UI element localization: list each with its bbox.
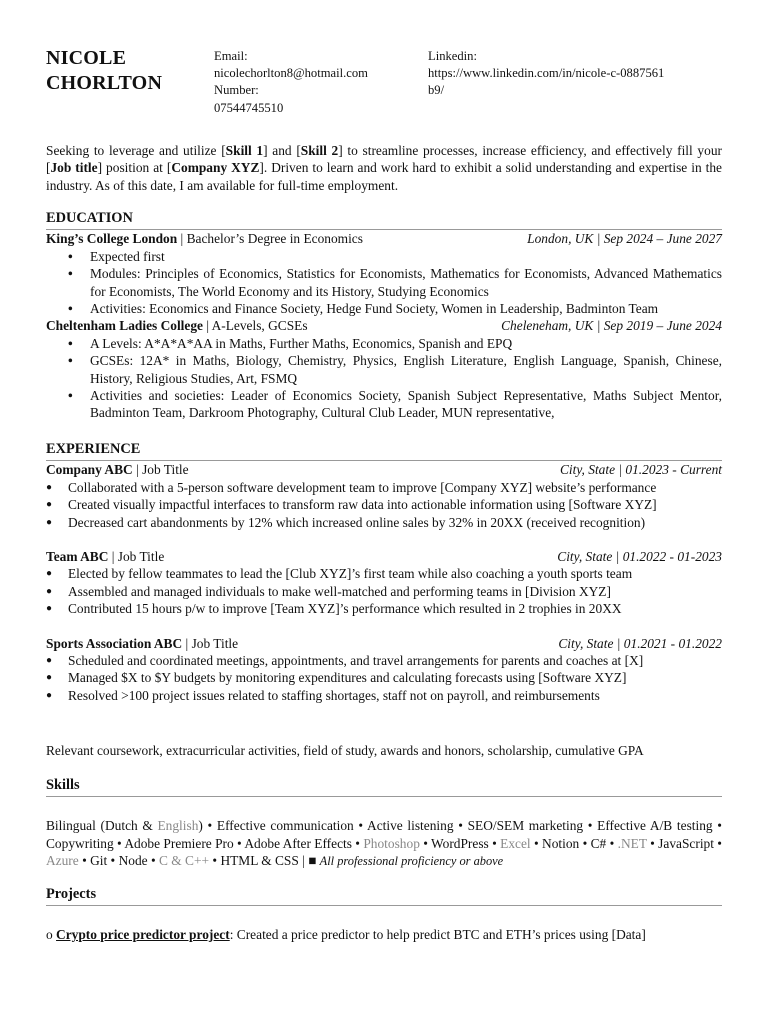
job-header: Company ABC | Job Title City, State | 01.2023 - Current: [46, 462, 722, 478]
school-header: Cheltenham Ladies College | A-Levels, GCSEs Cheleneham, UK | Sep 2019 – June 2024: [46, 318, 722, 334]
job-header: Sports Association ABC | Job Title City, State | 01.2021 - 01.2022: [46, 635, 722, 651]
skills-heading: Skills: [46, 777, 722, 797]
job-location-dates: City, State | 01.2023 - Current: [559, 462, 722, 478]
experience-section: [46, 441, 722, 704]
job-location-dates: City, State | 01.2022 - 01-2023: [557, 549, 722, 565]
job-role: Job Title: [142, 462, 189, 478]
list-item: ● Elected by fellow teammates to lead the [Club XYZ]’s first team while also coaching a youth sports team: [46, 565, 722, 582]
job-header: Team ABC | Job Title City, State | 01.2022 - 01-2023: [46, 549, 722, 565]
job-bullets: [46, 479, 722, 531]
skill-2-placeholder: Skill 2: [300, 143, 339, 158]
skills-list: Bilingual (Dutch & English) • Effective communication • Active listening • SEO/SEM marketing • Effective A/B testing • Copywriting • Adobe Premiere Pro • Adobe After Effects • Photoshop • WordPress • Excel • Notion • C# • .NET • JavaScript • Azure • Git • Node • C & C++ • HTML & CSS | ■ All professional proficiency or above: [46, 818, 722, 869]
email-label: Email:: [214, 49, 248, 63]
list-item: ● Decreased cart abandonments by 12% which increased online sales by 32% in 20XX (received recognition): [46, 514, 722, 531]
company-placeholder: Company XYZ: [171, 160, 260, 176]
education-heading: EDUCATION: [46, 210, 722, 230]
list-item: • Activities: Economics and Finance Society, Hedge Fund Society, Women in Leadership, Badminton Team: [68, 300, 722, 317]
job-role: Job Title: [117, 549, 165, 565]
list-item: ● Managed $X to $Y budgets by monitoring expenditures and calculating forecasts using [Software XYZ]: [46, 669, 722, 686]
experience-heading: EXPERIENCE: [46, 441, 722, 461]
school-degree: A-Levels, GCSEs: [211, 318, 308, 334]
list-item: ● Scheduled and coordinated meetings, appointments, and travel arrangements for parents and coaches at [X]: [46, 652, 722, 669]
linkedin-label: Linkedin:: [428, 49, 477, 63]
job-role: Job Title: [191, 635, 239, 651]
list-item: • Modules: Principles of Economics, Statistics for Economists, Mathematics for Economists, Advanced Mathematics for Economists, The World Economy and its History, Studying Economics: [68, 265, 722, 300]
school-degree: Bachelor’s Degree in Economics: [186, 231, 363, 247]
contact-block: [214, 48, 368, 117]
skills-section: [46, 777, 722, 871]
school-details: [46, 248, 722, 318]
skill-1-placeholder: Skill 1: [225, 143, 264, 158]
job-title-placeholder: Job title: [50, 160, 98, 176]
candidate-name: [46, 46, 162, 96]
project-item: o Crypto price predictor project: Created a price predictor to help predict BTC and ETH’s prices using [Data]: [46, 927, 646, 943]
number-label: Number:: [214, 83, 259, 98]
school-location-dates: London, UK | Sep 2024 – June 2027: [527, 231, 722, 247]
list-item: ● Collaborated with a 5-person software development team to improve [Company XYZ] website’s performance: [46, 479, 722, 496]
job-org: Sports Association ABC: [46, 635, 183, 651]
linkedin-url[interactable]: https://www.linkedin.com/in/nicole-c-0887561b9/: [428, 66, 665, 98]
list-item: ● Contributed 15 hours p/w to improve [Team XYZ]’s performance which resulted in 2 trophies in 20XX: [46, 600, 722, 617]
summary-paragraph: Seeking to leverage and utilize [Skill 1] and [Skill 2] to streamline processes, increase efficiency, and effectively fill your [Job title] position at [Company XYZ]. Driven to learn and work hard to exhibit a solid understanding and expertise in the industry. As of this date, I am available for full-time employment.: [46, 143, 722, 193]
name-first: NICOLE: [46, 47, 127, 69]
project-name-link[interactable]: Crypto price predictor project: [56, 927, 230, 943]
projects-heading: Projects: [46, 886, 722, 906]
name-last: CHORLTON: [46, 72, 163, 94]
list-item: • Activities and societies: Leader of Economics Society, Spanish Subject Representative, Maths Subject Mentor, Badminton Team, Darkroom Photography, Cultural Club Leader, MUN representative,: [68, 387, 722, 422]
school-details: [46, 335, 722, 422]
list-item: ● Created visually impactful interfaces to transform raw data into actionable information using [Software XYZ]: [46, 496, 722, 513]
school-name: Cheltenham Ladies College: [46, 318, 203, 334]
job-org: Team ABC: [46, 549, 109, 565]
linkedin-block: [428, 48, 668, 100]
school-location-dates: Cheleneham, UK | Sep 2019 – June 2024: [501, 318, 722, 334]
job-location-dates: City, State | 01.2021 - 01.2022: [558, 635, 722, 651]
list-item: ● Assembled and managed individuals to make well-matched and performing teams in [Division XYZ]: [46, 583, 722, 600]
school-name: King’s College London: [46, 231, 178, 247]
projects-section: [46, 886, 722, 944]
resume-header: [46, 46, 722, 116]
list-item: • Expected first: [68, 248, 722, 265]
email-value[interactable]: nicolechorlton8@hotmail.com: [214, 66, 368, 81]
school-header: King’s College London | Bachelor’s Degree in Economics London, UK | Sep 2024 – June 2027: [46, 231, 722, 247]
relevant-line: Relevant coursework, extracurricular activities, field of study, awards and honors, scholarship, cumulative GPA: [46, 743, 644, 758]
number-value: 07544745510: [214, 100, 284, 115]
job-org: Company ABC: [46, 462, 133, 478]
job-bullets: [46, 565, 722, 617]
job-bullets: [46, 652, 722, 704]
education-section: [46, 210, 722, 422]
list-item: • A Levels: A*A*A*AA in Maths, Further Maths, Economics, Spanish and EPQ: [68, 335, 722, 352]
list-item: • GCSEs: 12A* in Maths, Biology, Chemistry, Physics, English Literature, English Language, Spanish, Chinese, History, Religious Studies, Art, FSMQ: [68, 352, 722, 387]
list-item: ● Resolved >100 project issues related to staffing shortages, staff not on payroll, and reimbursements: [46, 687, 722, 704]
